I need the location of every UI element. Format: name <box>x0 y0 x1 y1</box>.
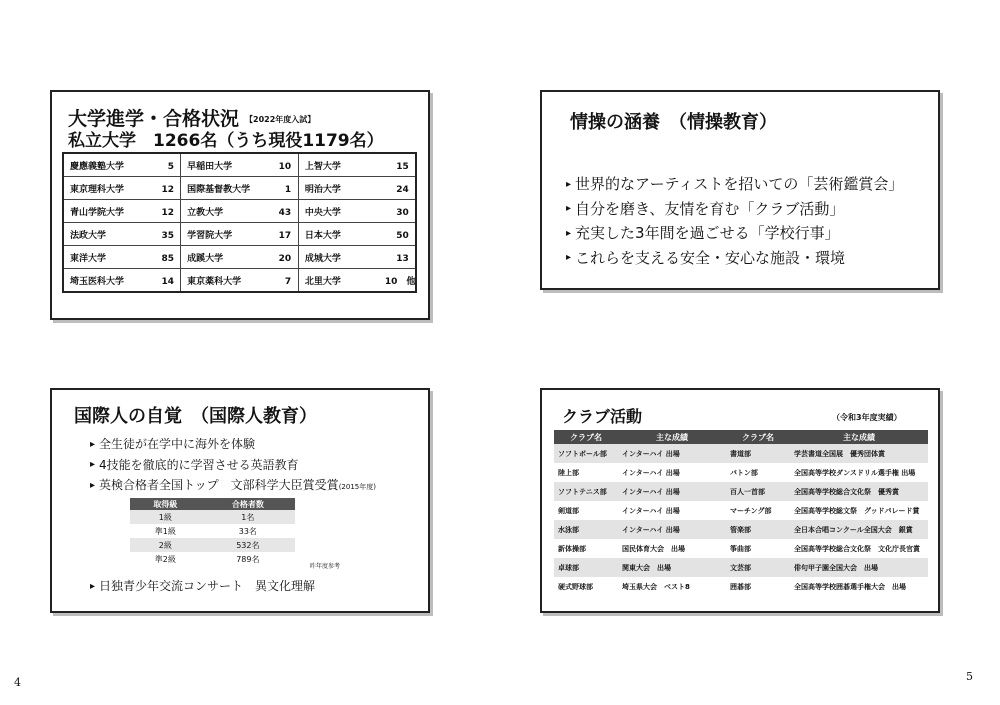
table-row <box>63 200 416 223</box>
table-row <box>130 538 295 552</box>
university-cell <box>298 269 416 293</box>
grade-cell: 準2級 <box>154 554 176 564</box>
bullet-text: これらを支える安全・安心な施設・環境 <box>575 248 846 267</box>
result-cell: インターハイ 出場 <box>618 482 726 501</box>
bullet-item <box>566 197 903 222</box>
triangle-bullet-icon: ▸ <box>90 459 96 470</box>
university-table <box>62 152 417 293</box>
club-name-cell: 管楽部 <box>726 520 790 539</box>
pass-count: 50 <box>396 230 409 241</box>
club-table <box>554 430 928 596</box>
university-name: 中央大学 <box>304 207 341 218</box>
title-note: 【2022年度入試】 <box>245 115 316 124</box>
bullet-item <box>90 475 376 497</box>
pass-count: 35 <box>161 230 174 241</box>
bullet-text: 世界的なアーティストを招いての「芸術鑑賞会」 <box>575 175 904 193</box>
university-cell <box>298 200 416 223</box>
university-cell <box>63 200 181 223</box>
university-cell <box>63 223 181 246</box>
table-row <box>130 524 295 538</box>
result-cell: 全国高等学校総合文化祭 優秀賞 <box>790 482 928 501</box>
university-cell <box>181 200 299 223</box>
table-row <box>554 482 928 501</box>
table-header: 主な成績 <box>790 430 928 444</box>
eiken-table <box>130 498 295 566</box>
table-row <box>554 558 928 577</box>
grade-cell: 2級 <box>130 538 201 552</box>
bullet-item <box>90 434 376 455</box>
bullet-text: 自分を磨き、友情を育む「クラブ活動」 <box>575 199 845 218</box>
table-row <box>63 269 416 293</box>
pass-count: 17 <box>278 230 292 241</box>
result-cell: 全日本合唱コンクール全国大会 銀賞 <box>790 520 928 539</box>
table-row <box>130 510 295 524</box>
table-row <box>554 444 928 463</box>
pass-count: 12 <box>161 207 174 218</box>
university-name: 慶應義塾大学 <box>70 161 125 172</box>
table-row <box>63 223 416 246</box>
table-header: 合格者数 <box>201 498 295 510</box>
university-name: 明治大学 <box>304 184 341 195</box>
university-name: 学習院大学 <box>187 230 233 241</box>
university-name: 日本大学 <box>304 230 341 241</box>
university-cell <box>63 269 181 293</box>
bullet-item <box>90 577 315 596</box>
university-name: 法政大学 <box>70 230 107 241</box>
club-name-cell: 硬式野球部 <box>558 582 593 591</box>
slide-aesthetic-education <box>540 90 940 290</box>
university-cell <box>298 246 416 269</box>
university-cell <box>181 177 299 200</box>
university-cell <box>181 223 299 246</box>
table-row <box>554 577 928 596</box>
club-name-cell: 剣道部 <box>558 506 579 515</box>
year-note: （令和3年度実績） <box>832 413 902 422</box>
result-cell: 学芸書道全国展 優秀団体賞 <box>790 444 928 463</box>
pass-count: 15 <box>396 161 409 172</box>
pass-count: 13 <box>396 253 409 264</box>
bullet-text: 充実した3年間を過ごせる「学校行事」 <box>575 224 840 242</box>
table-header: 取得級 <box>130 498 201 510</box>
university-name: 上智大学 <box>304 161 341 172</box>
university-name: 国際基督教大学 <box>187 184 251 195</box>
university-name: 早稲田大学 <box>187 161 233 172</box>
count-cell: 33名 <box>238 526 257 536</box>
club-name-cell: 新体操部 <box>558 544 586 553</box>
club-name-cell: ソフトボール部 <box>554 444 618 463</box>
university-name: 東洋大学 <box>70 253 107 264</box>
university-name: 成蹊大学 <box>187 253 224 264</box>
pass-count: 10 <box>278 161 292 172</box>
grade-cell: 準1級 <box>154 526 176 536</box>
university-name: 成城大学 <box>304 253 341 264</box>
club-name-cell: ソフトテニス部 <box>554 482 618 501</box>
pass-count: 43 <box>278 207 292 218</box>
university-cell <box>298 223 416 246</box>
triangle-bullet-icon: ▸ <box>566 252 572 263</box>
bullet-item <box>566 221 903 246</box>
club-name-cell: 書道部 <box>726 444 790 463</box>
result-cell: インターハイ 出場 <box>622 506 680 515</box>
university-name: 立教大学 <box>187 207 224 218</box>
bullet-item <box>90 455 376 476</box>
pass-count: 7 <box>284 276 292 287</box>
university-cell <box>63 246 181 269</box>
club-name-cell: マーチング部 <box>730 506 772 515</box>
result-cell: インターハイ 出場 <box>618 444 726 463</box>
result-cell: 埼玉県大会 ベスト8 <box>622 582 690 591</box>
table-header: クラブ名 <box>554 430 618 444</box>
result-cell: インターハイ 出場 <box>622 468 680 477</box>
bullet-list <box>90 577 315 596</box>
count-cell: 789名 <box>236 554 260 564</box>
bullet-item <box>566 172 903 197</box>
university-name: 東京薬科大学 <box>187 276 242 287</box>
bullet-text: 全生徒が在学中に海外を体験 <box>99 437 256 451</box>
bullet-text: 4技能を徹底的に学習させる英語教育 <box>99 457 299 472</box>
table-row <box>63 177 416 200</box>
slide-subtitle: 私立大学 1266名（うち現役1179名） <box>68 131 384 151</box>
result-cell: 国民体育大会 出場 <box>622 544 685 553</box>
slide-international-education <box>50 388 430 613</box>
result-cell: 全国高等学校囲碁選手権大会 出場 <box>794 582 906 591</box>
triangle-bullet-icon: ▸ <box>566 203 572 214</box>
year-note: (2015年度) <box>338 483 376 491</box>
university-name: 埼玉医科大学 <box>70 276 125 287</box>
club-name-cell: 卓球部 <box>554 558 618 577</box>
bullet-item <box>566 246 903 271</box>
pass-count: 12 <box>161 184 174 195</box>
university-cell <box>181 246 299 269</box>
pass-count: 30 <box>396 207 409 218</box>
triangle-bullet-icon: ▸ <box>566 178 572 190</box>
pass-count: 1 <box>284 184 292 195</box>
table-header: クラブ名 <box>726 430 790 444</box>
university-cell <box>63 177 181 200</box>
result-cell: 関東大会 出場 <box>618 558 726 577</box>
table-header: 主な成績 <box>618 430 726 444</box>
club-name-cell: 水泳部 <box>554 520 618 539</box>
grade-cell: 1級 <box>130 510 201 524</box>
result-cell: 俳句甲子園全国大会 出場 <box>790 558 928 577</box>
triangle-bullet-icon: ▸ <box>90 580 96 592</box>
bullet-list <box>90 434 376 497</box>
count-cell: 532名 <box>201 538 295 552</box>
table-row <box>554 520 928 539</box>
result-cell: 全国高等学校ダンスドリル選手権 出場 <box>794 468 916 477</box>
club-name-cell: バトン部 <box>730 468 758 477</box>
bullet-list <box>566 172 903 270</box>
slide-title: クラブ活動 <box>562 407 643 426</box>
pass-count: 14 <box>161 276 174 287</box>
bullet-text: 英検合格者全国トップ 文部科学大臣賞受賞 <box>99 478 339 492</box>
bullet-text: 日独青少年交流コンサート 異文化理解 <box>99 579 316 593</box>
triangle-bullet-icon: ▸ <box>90 438 96 450</box>
university-cell <box>181 269 299 293</box>
title-text: 大学進学・合格状況 <box>68 108 240 130</box>
university-name: 東京理科大学 <box>70 184 125 195</box>
count-cell: 1名 <box>201 510 295 524</box>
slide-club-activities <box>540 388 940 613</box>
table-row <box>63 246 416 269</box>
university-name: 青山学院大学 <box>70 207 125 218</box>
table-row <box>554 463 928 482</box>
page-number-right: 5 <box>966 670 973 683</box>
table-row <box>63 153 416 177</box>
club-name-cell: 囲碁部 <box>730 582 751 591</box>
university-cell <box>63 153 181 177</box>
page-number-left: 4 <box>14 676 21 689</box>
slide-title: 情操の涵養 （情操教育） <box>570 112 777 133</box>
club-name-cell: 百人一首部 <box>726 482 790 501</box>
triangle-bullet-icon: ▸ <box>90 479 96 491</box>
university-cell <box>298 177 416 200</box>
result-cell: 全国高等学校総文祭 グッドパレード賞 <box>794 506 920 515</box>
slide-university-admissions <box>50 90 430 320</box>
result-cell: 全国高等学校総合文化祭 文化庁長官賞 <box>794 544 920 553</box>
table-row <box>130 552 295 566</box>
university-cell <box>181 153 299 177</box>
table-row <box>554 539 928 558</box>
triangle-bullet-icon: ▸ <box>566 227 572 239</box>
university-cell <box>298 153 416 177</box>
slide-title: 国際人の自覚 （国際人教育） <box>74 406 317 427</box>
club-name-cell: 筝曲部 <box>730 544 751 553</box>
pass-count: 24 <box>396 184 409 195</box>
club-name-cell: 陸上部 <box>558 468 579 477</box>
pass-count: 85 <box>161 253 174 264</box>
table-row <box>554 501 928 520</box>
university-name: 北里大学 <box>304 276 341 287</box>
pass-count: 10 他 <box>384 276 416 287</box>
club-name-cell: 文芸部 <box>726 558 790 577</box>
reference-note: 昨年度参考 <box>310 563 341 570</box>
result-cell: インターハイ 出場 <box>618 520 726 539</box>
pass-count: 5 <box>167 161 174 172</box>
pass-count: 20 <box>278 253 292 264</box>
